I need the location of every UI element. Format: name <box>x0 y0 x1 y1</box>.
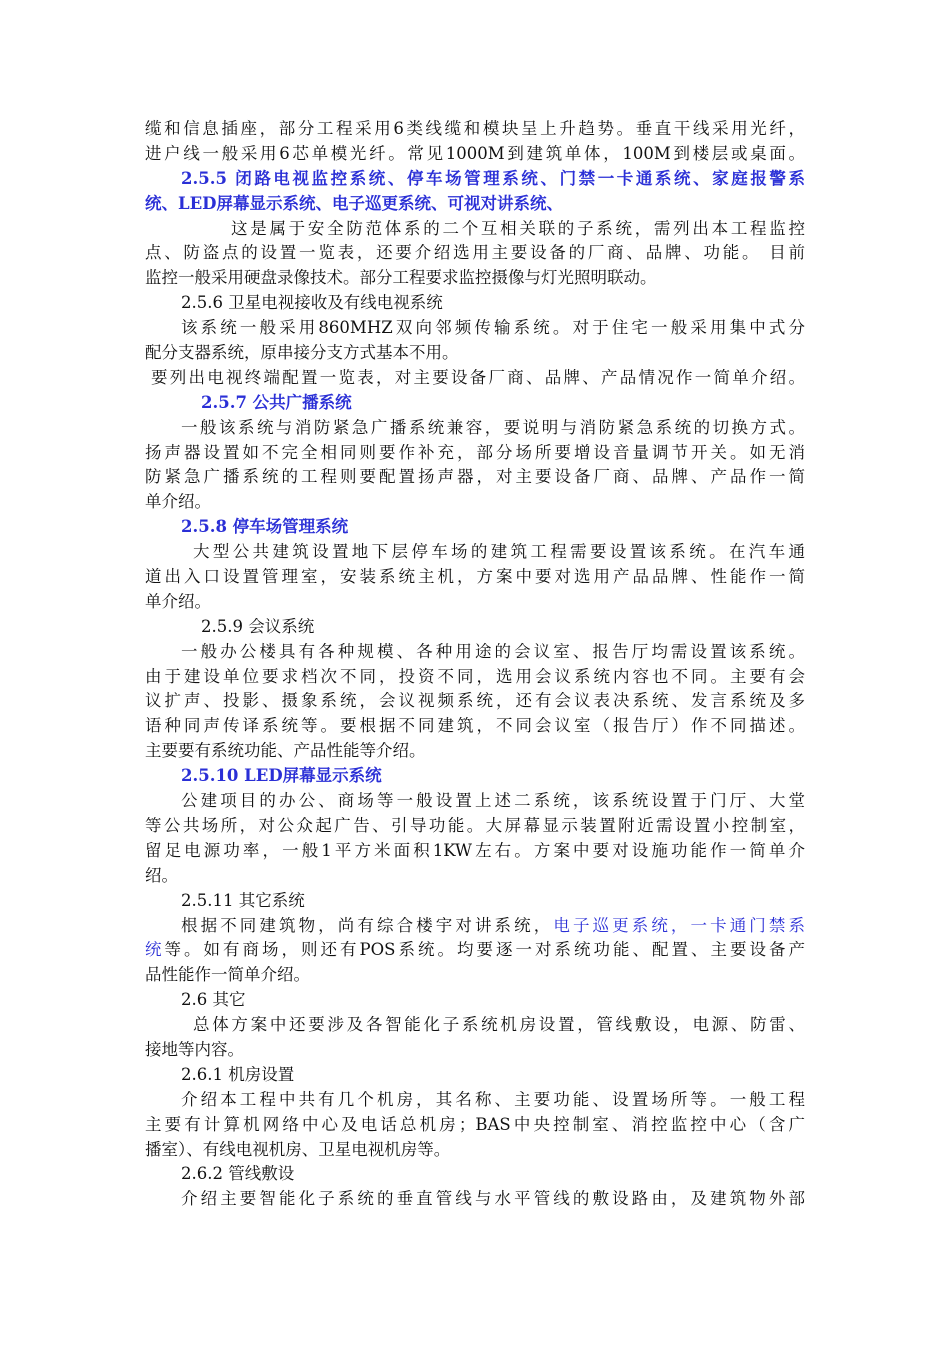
body-line: 公建项目的办公、商场等一般设置上述二系统，该系统设置于门厅、大堂 <box>181 791 805 811</box>
body-line: 留足电源功率，一般1平方米面积1KW左右。方案中要对设施功能作一简单介 <box>145 840 805 860</box>
body-line: 总体方案中还要涉及各智能化子系统机房设置，管线敷设，电源、防雷、 <box>193 1015 805 1035</box>
section-heading-2-5-9: 2.5.9 会议系统 <box>201 616 315 636</box>
body-line: 介绍本工程中共有几个机房，其名称、主要功能、设置场所等。一般工程 <box>181 1089 805 1109</box>
body-line: 主要要有系统功能、产品性能等介绍。 <box>145 741 426 761</box>
body-line: 点、防盗点的设置一览表，还要介绍选用主要设备的厂商、品牌、功能。 目前 <box>145 243 805 263</box>
body-line: 品性能作一简单介绍。 <box>145 965 310 985</box>
section-heading-2-6-2: 2.6.2 管线敷设 <box>181 1164 295 1184</box>
body-line: 接地等内容。 <box>145 1039 244 1059</box>
body-line: 播室）、有线电视机房、卫星电视机房等。 <box>145 1139 451 1159</box>
body-line: 监控一般采用硬盘录像技术。部分工程要求监控摄像与灯光照明联动。 <box>145 268 657 288</box>
body-line: 这是属于安全防范体系的二个互相关联的子系统，需列出本工程监控 <box>231 218 805 238</box>
section-heading-2-5-11: 2.5.11 其它系统 <box>181 890 305 910</box>
body-line: 由于建设单位要求档次不同，投资不同，选用会议系统内容也不同。主要有会 <box>145 666 805 686</box>
body-line: 大型公共建筑设置地下层停车场的建筑工程需要设置该系统。在汽车通 <box>193 542 805 562</box>
body-line: 主要有计算机网络中心及电话总机房；BAS中央控制室、消控监控中心（含广 <box>145 1114 805 1134</box>
body-text: 根据不同建筑物，尚有综合楼宇对讲系统， <box>181 915 554 935</box>
body-line: 议扩声、投影、摄象系统，会议视频系统，还有会议表决系统、发言系统及多 <box>145 691 805 711</box>
section-heading-2-5-8: 2.5.8 停车场管理系统 <box>181 517 349 537</box>
body-line: 一般办公楼具有各种规模、各种用途的会议室、报告厅均需设置该系统。 <box>181 641 805 661</box>
body-line: 扬声器设置如不完全相同则要作补充，部分场所要增设音量调节开关。如无消 <box>145 442 805 462</box>
section-heading-2-5-6 <box>145 291 805 316</box>
section-heading-2-6-1: 2.6.1 机房设置 <box>181 1064 295 1084</box>
body-line: 防紧急广播系统的工程则要配置扬声器，对主要设备厂商、品牌、产品作一简 <box>145 467 805 487</box>
body-line: 道出入口设置管理室，安装系统主机，方案中要对选用产品品牌、性能作一简 <box>145 567 805 587</box>
document-page <box>145 117 805 1212</box>
body-line: 配分支器系统，原串接分支方式基本不用。 <box>145 343 459 363</box>
body-line: 该系统一般采用860MHZ双向邻频传输系统。对于住宅一般采用集中式分 <box>181 318 805 338</box>
body-text: 等。如有商场，则还有POS系统。均要逐一对系统功能、配置、主要设备产 <box>164 940 805 960</box>
body-line: 绍。 <box>145 865 178 885</box>
section-heading-2-5-5-cont: 统、LED屏幕显示系统、电子巡更系统、可视对讲系统、 <box>145 193 563 213</box>
body-line: 单介绍。 <box>145 591 211 611</box>
highlighted-text: 电子巡更系统，一卡通门禁系 <box>553 915 805 935</box>
section-heading-2-5-5: 2.5.5 闭路电视监控系统、停车场管理系统、门禁一卡通系统、家庭报警系 <box>181 168 805 188</box>
body-line: 要列出电视终端配置一览表，对主要设备厂商、品牌、产品情况作一简单介绍。 <box>151 367 805 387</box>
body-line: 语种同声传译系统等。要根据不同建筑，不同会议室（报告厅）作不同描述。 <box>145 716 805 736</box>
highlighted-text: 统 <box>145 940 165 960</box>
section-heading-2-6: 2.6 其它 <box>181 990 246 1010</box>
body-line <box>145 914 805 939</box>
body-line: 进户线一般采用6芯单模光纤。常见1000M到建筑单体，100M到楼层或桌面。 <box>145 143 805 163</box>
body-line: 单介绍。 <box>145 492 211 512</box>
heading-text: 2.5.6 卫星电视接收及有线电视系统 <box>181 293 443 313</box>
body-line: 一般该系统与消防紧急广播系统兼容，要说明与消防紧急系统的切换方式。 <box>181 417 805 437</box>
body-line: 等公共场所，对公众起广告、引导功能。大屏幕显示装置附近需设置小控制室， <box>145 815 805 835</box>
body-line: 缆和信息插座，部分工程采用6类线缆和模块呈上升趋势。垂直干线采用光纤， <box>145 119 805 138</box>
section-heading-2-5-7: 2.5.7 公共广播系统 <box>201 392 352 412</box>
body-line <box>145 938 805 963</box>
section-heading-2-5-10: 2.5.10 LED屏幕显示系统 <box>181 766 382 786</box>
body-line: 介绍主要智能化子系统的垂直管线与水平管线的敷设路由，及建筑物外部 <box>181 1189 805 1209</box>
